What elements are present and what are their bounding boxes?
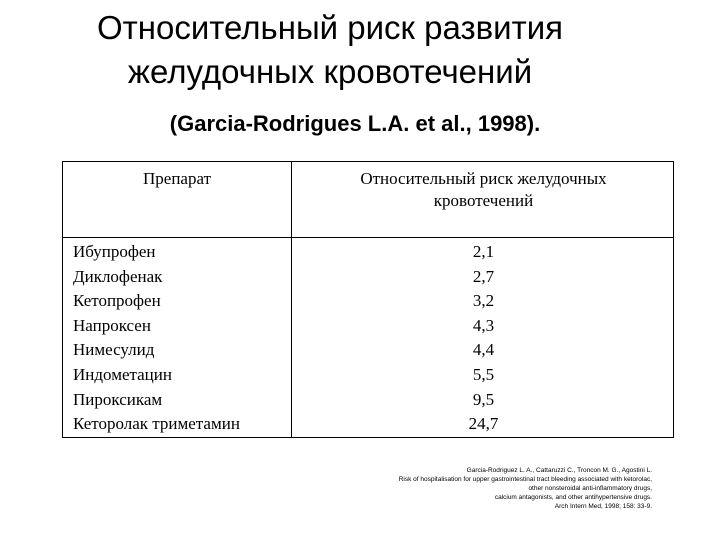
table-row-risk: 3,2 bbox=[472, 291, 495, 311]
reference-line: other nonsteroidal anti-inflammatory drugs, bbox=[528, 485, 652, 492]
table-row-risk: 9,5 bbox=[472, 389, 495, 409]
table-row-drug: Напроксен bbox=[73, 315, 151, 335]
table-row-drug: Кеторолак триметамин bbox=[73, 414, 240, 434]
reference-line: Garcia-Rodriguez L. A., Cattaruzzi C., Troncon M. G., Agostini L. bbox=[466, 467, 652, 474]
header-drug: Препарат bbox=[143, 169, 211, 188]
table-row-risk: 2,7 bbox=[472, 266, 495, 286]
table-row-drug: Индометацин bbox=[73, 364, 172, 384]
table-row-drug: Пироксикам bbox=[73, 389, 163, 409]
header-risk bbox=[292, 168, 675, 212]
table-row-drug: Диклофенак bbox=[73, 266, 163, 286]
table-row-risk: 24,7 bbox=[468, 414, 499, 434]
citation-subtitle: (Garcia-Rodrigues L.A. et al., 1998). bbox=[169, 111, 541, 136]
page-title-line-1: Относительный риск развития bbox=[96, 9, 564, 46]
table-header-divider bbox=[63, 237, 673, 238]
header-risk-line-1: Относительный риск желудочных bbox=[360, 169, 607, 188]
table-row-risk: 5,5 bbox=[472, 364, 495, 384]
table-row-drug: Ибупрофен bbox=[73, 242, 156, 261]
table-row-drug: Нимесулид bbox=[73, 340, 155, 360]
reference-line: Risk of hospitalisation for upper gastrointestinal tract bleeding associated with ketorolac, bbox=[398, 476, 652, 483]
reference-citation bbox=[300, 466, 652, 511]
table-row-risk: 4,3 bbox=[472, 315, 495, 335]
page-title-line-2: желудочных кровотечений bbox=[127, 53, 533, 90]
reference-line: Arch Intern Med, 1998; 158: 33-9. bbox=[554, 503, 652, 510]
risk-table bbox=[62, 161, 674, 438]
table-row-risk: 4,4 bbox=[472, 340, 495, 360]
reference-line: calcium antagonists, and other antihypertensive drugs. bbox=[494, 494, 652, 501]
table-row-drug: Кетопрофен bbox=[73, 291, 161, 311]
table-row-risk: 2,1 bbox=[472, 242, 495, 261]
drug-list bbox=[73, 240, 288, 437]
risk-value-list bbox=[292, 240, 675, 437]
header-risk-line-2: кровотечений bbox=[433, 191, 534, 210]
